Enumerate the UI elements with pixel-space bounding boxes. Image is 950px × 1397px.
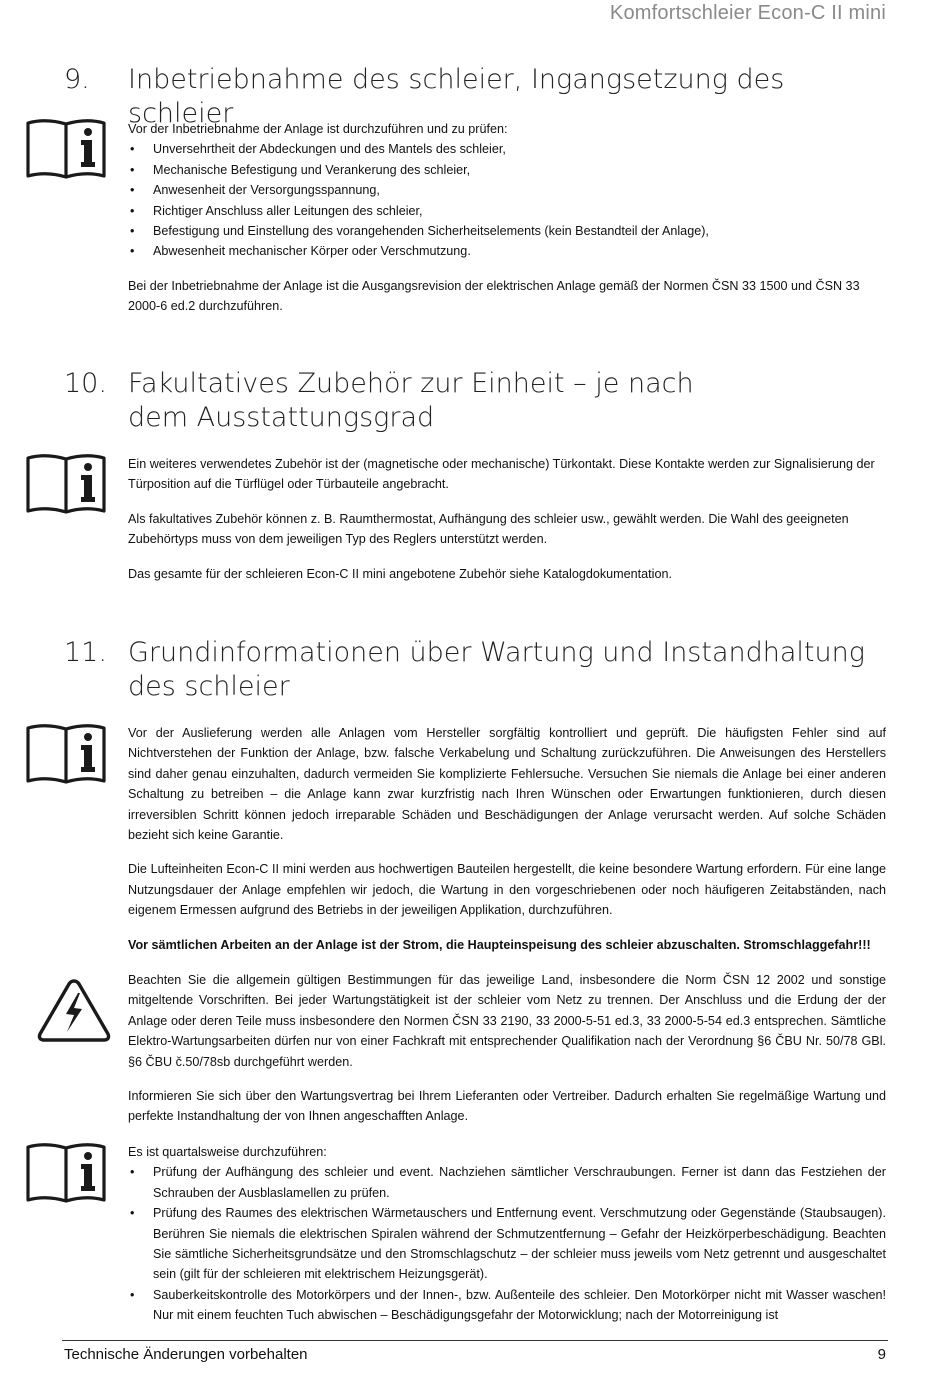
warning-text: Vor sämtlichen Arbeiten an der Anlage ist der Strom, die Haupteinspeisung des schleier abzuschalten. Stromschlaggefahr!!!	[128, 937, 871, 952]
bullet-list	[128, 1162, 886, 1325]
section-title: Fakultatives Zubehör zur Einheit – je nach dem Ausstattungsgrad	[128, 368, 694, 433]
section-number: 10.	[64, 368, 107, 399]
document-header-title: Komfortschleier Econ-C II mini	[609, 2, 886, 24]
paragraph: Das gesamte für der schleieren Econ-C II mini angebotene Zubehör siehe Katalogdokumentation.	[128, 566, 672, 581]
paragraph: Vor der Inbetriebnahme der Anlage ist durchzuführen und zu prüfen:	[128, 122, 508, 136]
list-item: • Anwesenheit der Versorgungsspannung,	[128, 180, 886, 200]
footer-divider	[62, 1340, 888, 1341]
info-book-icon	[24, 1141, 108, 1207]
section-11-heading	[64, 636, 894, 704]
electrical-hazard-icon	[36, 976, 112, 1046]
section-9-body	[128, 119, 886, 317]
paragraph: Es ist quartalsweise durchzuführen:	[128, 1145, 327, 1159]
section-title: Grundinformationen über Wartung und Instandhaltung des schleier	[128, 637, 865, 702]
paragraph: Informieren Sie sich über den Wartungsvertrag bei Ihrem Lieferanten oder Vertreiber. Dadurch erhalten Sie regelmäßige Wartung und perfekte Instandhaltung der von Ihnen angeschafften Anlage.	[128, 1089, 886, 1124]
section-10-heading	[64, 367, 894, 435]
list-item: • Unversehrtheit der Abdeckungen und des Mantels des schleier,	[128, 139, 886, 159]
paragraph: Die Lufteinheiten Econ-C II mini werden aus hochwertigen Bauteilen hergestellt, die keine besondere Wartung erfordern. Für eine lange Nutzungsdauer der Anlage empfehlen wir jedoch, die Wartung in den vorgeschriebenen oder noch häufigeren Zeitabständen, nach eigenem Ermessen aufgrund des Betriebs in der jeweiligen Applikation, durchzuführen.	[128, 862, 886, 918]
section-title: Inbetriebnahme des schleier, Ingangsetzung des schleier	[128, 64, 785, 129]
list-item: • Befestigung und Einstellung des vorangehenden Sicherheitselements (kein Bestandteil der Anlage),	[128, 221, 886, 241]
list-item: • Abwesenheit mechanischer Körper oder Verschmutzung.	[128, 241, 886, 261]
paragraph: Beachten Sie die allgemein gültigen Bestimmungen für das jeweilige Land, insbesondere die Norm ČSN 12 2002 und sonstige mitgeltende Vorschriften. Bei jeder Wartungstätigkeit ist der schleier vom Netz zu trennen. Der Anschluss und die Erdung der der Anlage oder deren Teile muss insbesondere den Normen ČSN 33 2190, 33 2000-5-51 ed.3, 33 2000-5-54 ed.3 entsprechen. Sämtliche Elektro-Wartungsarbeiten dürfen nur von einer Fachkraft mit entsprechender Qualifikation nach der Verordnung §6 ČBU Nr. 50/78 GBl. §6 ČBU č.50/78sb durchgeführt werden.	[128, 973, 886, 1069]
list-item: • Richtiger Anschluss aller Leitungen des schleier,	[128, 201, 886, 221]
info-book-icon	[24, 722, 108, 788]
list-item: • Sauberkeitskontrolle des Motorkörpers und der Innen-, bzw. Außenteile des schleier. Den Motorkörper nicht mit Wasser waschen! Nur mit einem feuchten Tuch abwischen – Beschädigungsgefahr der Motorwicklung; nach der Motorreinigung ist	[128, 1285, 886, 1326]
list-item: • Mechanische Befestigung und Verankerung des schleier,	[128, 160, 886, 180]
section-10-body	[128, 454, 886, 584]
paragraph: Als fakultatives Zubehör können z. B. Raumthermostat, Aufhängung des schleier usw., gewählt werden. Die Wahl des geeigneten Zubehörtyps muss von dem jeweiligen Typ des Reglers unterstützt werden.	[128, 511, 849, 547]
info-book-icon	[24, 117, 108, 183]
section-number: 9.	[64, 64, 90, 95]
section-11-body-a	[128, 723, 886, 955]
section-11-body-b	[128, 970, 886, 1127]
paragraph: Vor der Auslieferung werden alle Anlagen vom Hersteller sorgfältig kontrolliert und geprüft. Die häufigsten Fehler sind auf Nichtverstehen der Funktion der Anlage, bzw. falsche Verkabelung und Schaltung zurückzuführen. Die Anweisungen des Herstellers sind daher genau einzuhalten, dadurch vermeiden Sie komplizierte Fehlersuche. Versuchen Sie niemals die Anlage bei einer anderen Schaltung zu betreiben – die Anlage kann zwar kurzfristig nach Ihren Wünschen oder Erwartungen funktionieren, durch diesen irreversiblen Schritt können jedoch irreparable Schäden und Beschädigungen der Anlage verursacht werden. Auf solche Schäden bezieht sich keine Garantie.	[128, 726, 886, 843]
section-number: 11.	[64, 637, 107, 668]
page-number: 9	[877, 1346, 886, 1363]
list-item: • Prüfung der Aufhängung des schleier und event. Nachziehen sämtlicher Verschraubungen. Ferner ist dann das Festziehen der Schrauben der Ausblaslamellen zu prüfen.	[128, 1162, 886, 1203]
paragraph: Bei der Inbetriebnahme der Anlage ist die Ausgangsrevision der elektrischen Anlage gemäß der Normen ČSN 33 1500 und ČSN 33 2000-6 ed.2 durchzuführen.	[128, 278, 860, 314]
bullet-list	[128, 139, 886, 261]
footer-note: Technische Änderungen vorbehalten	[64, 1346, 308, 1363]
paragraph: Ein weiteres verwendetes Zubehör ist der (magnetische oder mechanische) Türkontakt. Diese Kontakte werden zur Signalisierung der Türposition auf die Türflügel oder Türbauteile angebracht.	[128, 457, 875, 492]
info-book-icon	[24, 452, 108, 518]
section-11-body-c	[128, 1142, 886, 1326]
list-item: • Prüfung des Raumes des elektrischen Wärmetauschers und Entfernung event. Verschmutzung oder Gegenstände (Staubsaugen). Berühren Sie niemals die elektrischen Spiralen während der Schmutzentfernung – Gefahr der Heizkörperbeschädigung. Beachten Sie sämtliche Sicherheitsgrundsätze und den Stromschlagschutz – der schleier muss jeweils vom Netz getrennt und ausgeschaltet sein (gilt für der schleieren mit elektrischem Heizungsgerät).	[128, 1203, 886, 1285]
